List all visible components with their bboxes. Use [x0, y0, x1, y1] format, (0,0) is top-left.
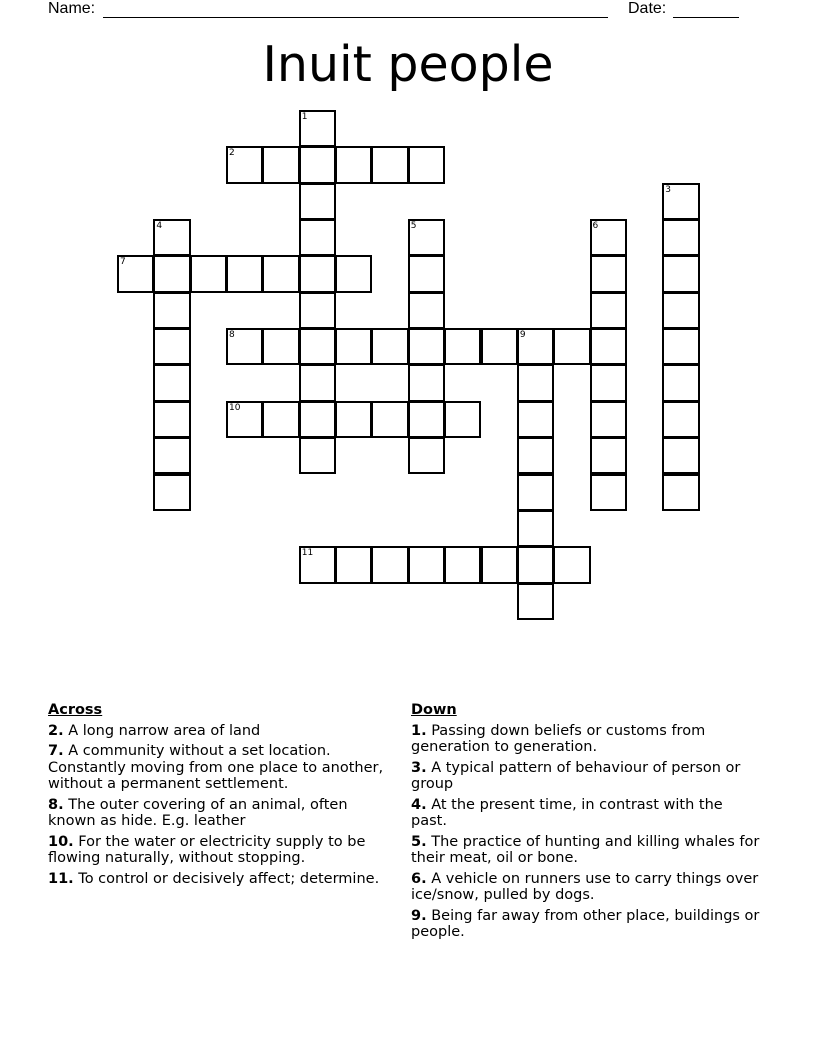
crossword-cell[interactable] — [517, 583, 554, 620]
crossword-cell[interactable] — [335, 146, 372, 183]
cell-number: 7 — [120, 257, 126, 268]
crossword-cell[interactable] — [226, 255, 263, 292]
clue-number: 7. — [48, 743, 64, 759]
crossword-cell[interactable] — [517, 546, 554, 583]
clue-down-1 — [411, 723, 761, 756]
clue-number: 1. — [411, 722, 427, 739]
crossword-cell[interactable] — [590, 364, 627, 401]
crossword-cell[interactable] — [226, 328, 263, 365]
crossword-cell[interactable] — [662, 474, 699, 511]
cell-number: 5 — [410, 221, 417, 232]
crossword-cell[interactable] — [335, 328, 372, 365]
clue-down-9 — [411, 908, 761, 941]
crossword-cell[interactable] — [371, 546, 408, 583]
down-clues — [411, 702, 761, 945]
crossword-cell[interactable] — [335, 255, 372, 292]
crossword-cell[interactable] — [408, 255, 445, 292]
clue-down-6 — [411, 871, 761, 904]
crossword-cell[interactable] — [153, 474, 190, 511]
crossword-cell[interactable] — [590, 474, 627, 511]
clue-number: 4. — [411, 796, 427, 813]
crossword-cell[interactable] — [153, 255, 190, 292]
cell-number: 2 — [229, 148, 235, 159]
crossword-cell[interactable] — [590, 255, 627, 292]
page-title: Inuit people — [262, 36, 554, 93]
crossword-cell[interactable] — [517, 328, 554, 365]
crossword-cell[interactable] — [662, 255, 699, 292]
crossword-cell[interactable] — [408, 219, 445, 256]
crossword-cell[interactable] — [408, 328, 445, 365]
clue-text: Being far away from other place, buildings or people. — [411, 907, 760, 940]
crossword-cell[interactable] — [662, 437, 699, 474]
crossword-cell[interactable] — [481, 328, 518, 365]
crossword-cell[interactable] — [153, 401, 190, 438]
down-heading: Down — [411, 702, 457, 718]
crossword-cell[interactable] — [517, 364, 554, 401]
crossword-cell[interactable] — [408, 364, 445, 401]
crossword-cell[interactable] — [299, 110, 336, 147]
crossword-cell[interactable] — [299, 219, 336, 256]
across-clues — [48, 702, 398, 891]
crossword-cell[interactable] — [662, 219, 699, 256]
clue-text: For the water or electricity supply to be flowing naturally, without stopping. — [48, 833, 366, 866]
clue-number: 6. — [411, 870, 427, 887]
crossword-cell[interactable] — [117, 255, 154, 292]
crossword-cell[interactable] — [299, 292, 336, 329]
crossword-cell[interactable] — [262, 328, 299, 365]
crossword-cell[interactable] — [444, 546, 481, 583]
crossword-cell[interactable] — [662, 292, 699, 329]
crossword-cell[interactable] — [408, 437, 445, 474]
crossword-cell[interactable] — [299, 546, 336, 583]
clue-text: A vehicle on runners use to carry things over ice/snow, pulled by dogs. — [411, 870, 759, 903]
cell-number: 4 — [156, 221, 163, 232]
cell-number: 10 — [229, 402, 241, 413]
clue-number: 9. — [411, 907, 427, 924]
crossword-cell[interactable] — [517, 510, 554, 547]
clue-down-3 — [411, 760, 761, 793]
clue-text: The outer covering of an animal, often known as hide. E.g. leather — [48, 796, 348, 829]
crossword-cell[interactable] — [226, 146, 263, 183]
crossword-cell[interactable] — [553, 328, 590, 365]
crossword-cell[interactable] — [299, 183, 336, 220]
clue-text: A typical pattern of behaviour of person or group — [411, 759, 741, 792]
crossword-cell[interactable] — [335, 401, 372, 438]
cell-number: 3 — [665, 184, 671, 195]
crossword-cell[interactable] — [335, 546, 372, 583]
clue-across-10 — [48, 834, 398, 867]
clue-text: At the present time, in contrast with the past. — [411, 796, 723, 829]
clue-text: Passing down beliefs or customs from generation to generation. — [411, 722, 706, 755]
crossword-cell[interactable] — [662, 401, 699, 438]
crossword-cell[interactable] — [444, 328, 481, 365]
clue-across-7 — [48, 743, 398, 793]
crossword-cell[interactable] — [553, 546, 590, 583]
crossword-cell[interactable] — [517, 401, 554, 438]
crossword-cell[interactable] — [662, 364, 699, 401]
crossword-cell[interactable] — [153, 292, 190, 329]
crossword-cell[interactable] — [153, 437, 190, 474]
crossword-cell[interactable] — [299, 401, 336, 438]
clue-across-8 — [48, 797, 398, 830]
crossword-cell[interactable] — [590, 219, 627, 256]
crossword-cell[interactable] — [262, 146, 299, 183]
crossword-cell[interactable] — [262, 401, 299, 438]
crossword-cell[interactable] — [190, 255, 227, 292]
cell-number: 11 — [301, 548, 314, 559]
clue-number: 10. — [48, 833, 74, 850]
clue-number: 2. — [48, 722, 64, 739]
crossword-cell[interactable] — [408, 292, 445, 329]
clue-across-2 — [48, 723, 398, 740]
crossword-cell[interactable] — [299, 328, 336, 365]
cell-number: 9 — [519, 330, 526, 341]
crossword-cell[interactable] — [408, 401, 445, 438]
across-heading: Across — [48, 702, 103, 718]
clue-text: To control or decisively affect; determine. — [78, 870, 380, 887]
crossword-cell[interactable] — [408, 146, 445, 183]
crossword-cell[interactable] — [590, 328, 627, 365]
clue-number: 8. — [48, 796, 64, 813]
cell-number: 1 — [301, 112, 308, 122]
crossword-cell[interactable] — [590, 437, 627, 474]
name-label: Name: — [48, 0, 96, 17]
crossword-cell[interactable] — [590, 292, 627, 329]
crossword-cell[interactable] — [662, 183, 699, 220]
clue-number: 3. — [411, 759, 427, 776]
clue-down-4 — [411, 797, 761, 830]
crossword-cell[interactable] — [590, 401, 627, 438]
crossword-cell[interactable] — [299, 146, 336, 183]
clue-number: 11. — [48, 870, 74, 887]
crossword-cell[interactable] — [299, 364, 336, 401]
clue-across-11 — [48, 871, 398, 888]
date-label: Date: — [628, 0, 667, 17]
clue-down-5 — [411, 834, 761, 867]
crossword-cell[interactable] — [153, 219, 190, 256]
crossword-cell[interactable] — [299, 255, 336, 292]
clue-text: A community without a set location. Constantly moving from one place to another, without a permanent settlement. — [48, 743, 384, 792]
crossword-cell[interactable] — [517, 474, 554, 511]
cell-number: 6 — [592, 221, 599, 232]
crossword-cell[interactable] — [662, 328, 699, 365]
crossword-cell[interactable] — [481, 546, 518, 583]
crossword-cell[interactable] — [444, 401, 481, 438]
crossword-cell[interactable] — [408, 546, 445, 583]
crossword-cell[interactable] — [517, 437, 554, 474]
cell-number: 8 — [229, 330, 235, 341]
crossword-cell[interactable] — [153, 328, 190, 365]
crossword-cell[interactable] — [371, 401, 408, 438]
crossword-cell[interactable] — [262, 255, 299, 292]
clue-text: The practice of hunting and killing whales for their meat, oil or bone. — [411, 833, 760, 866]
clue-text: A long narrow area of land — [68, 722, 261, 739]
crossword-cell[interactable] — [226, 401, 263, 438]
crossword-cell[interactable] — [371, 146, 408, 183]
clue-number: 5. — [411, 833, 427, 850]
crossword-cell[interactable] — [153, 364, 190, 401]
crossword-cell[interactable] — [299, 437, 336, 474]
crossword-cell[interactable] — [371, 328, 408, 365]
